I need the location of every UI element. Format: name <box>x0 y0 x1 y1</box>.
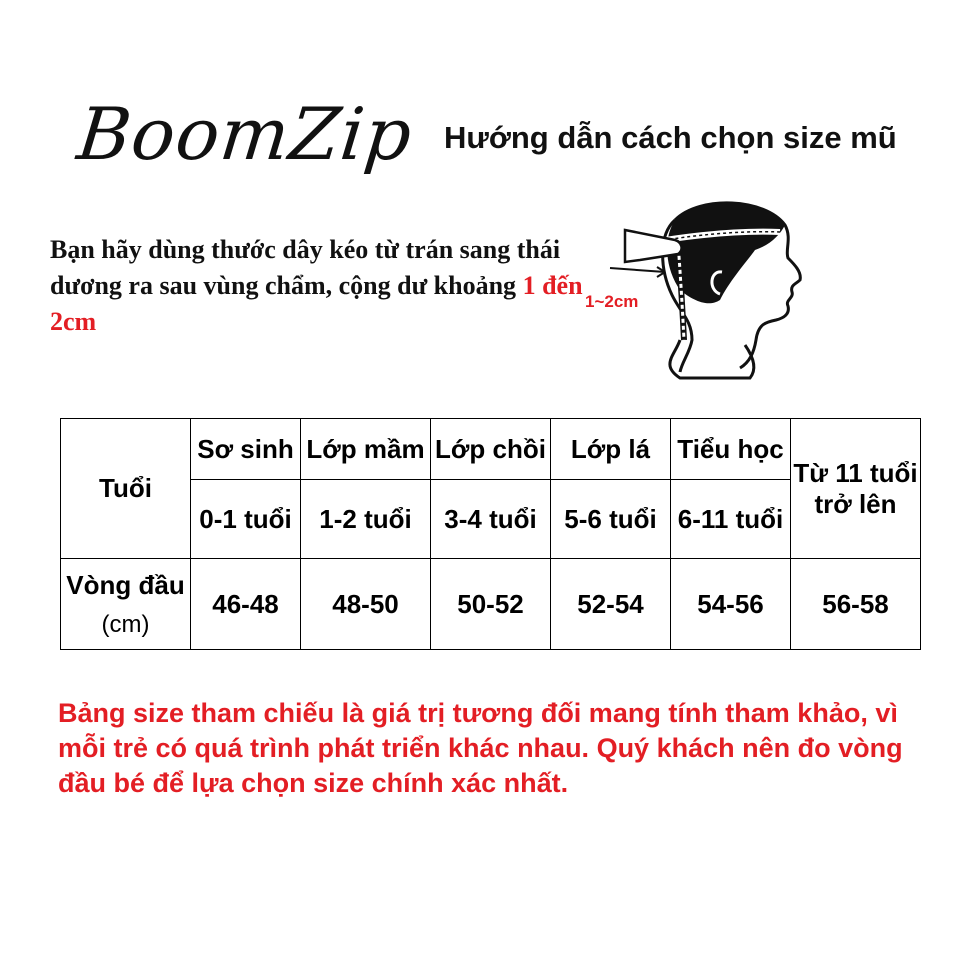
age-cell: 6-11 tuổi <box>671 480 791 559</box>
head-circumference-unit: (cm) <box>101 610 150 638</box>
brand-logo: BoomZip <box>73 92 417 176</box>
stage-cell: Tiểu học <box>671 419 791 480</box>
age-cell: 0-1 tuổi <box>191 480 301 559</box>
stage-cell: Lớp chồi <box>431 419 551 480</box>
size-cell: 56-58 <box>791 559 921 650</box>
size-cell: 46-48 <box>191 559 301 650</box>
stage-cell: Lớp lá <box>551 419 671 480</box>
disclaimer-note: Bảng size tham chiếu là giá trị tương đối mang tính tham khảo, vì mỗi trẻ có quá trình phát triển khác nhau. Quý khách nên đo vòng đầu bé để lựa chọn size chính xác nhất. <box>58 698 903 798</box>
size-cell: 50-52 <box>431 559 551 650</box>
size-cell: 48-50 <box>301 559 431 650</box>
head-circumference-label: Vòng đầu <box>66 569 185 600</box>
row-header-age: Tuổi <box>61 419 191 559</box>
size-cell: 54-56 <box>671 559 791 650</box>
size-cell: 52-54 <box>551 559 671 650</box>
instructions-text: Bạn hãy dùng thước dây kéo từ trán sang thái dương ra sau vùng chẩm, cộng dư khoảng <box>50 235 561 300</box>
stage-cell: Từ 11 tuổi trở lên <box>791 419 921 559</box>
age-cell: 1-2 tuổi <box>301 480 431 559</box>
tape-allowance-label: 1~2cm <box>585 292 639 311</box>
stage-cell: Sơ sinh <box>191 419 301 480</box>
row-header-head-circumference <box>61 559 191 650</box>
head-measuring-tape-icon <box>580 190 810 380</box>
measuring-instructions <box>50 232 610 340</box>
stage-cell: Lớp mầm <box>301 419 431 480</box>
instructions-highlight: 1 đến 2cm <box>50 271 583 336</box>
table-row <box>61 419 921 480</box>
age-cell: 5-6 tuổi <box>551 480 671 559</box>
table-row <box>61 559 921 650</box>
size-table <box>60 418 921 650</box>
age-cell: 3-4 tuổi <box>431 480 551 559</box>
page-title: Hướng dẫn cách chọn size mũ <box>444 120 897 155</box>
